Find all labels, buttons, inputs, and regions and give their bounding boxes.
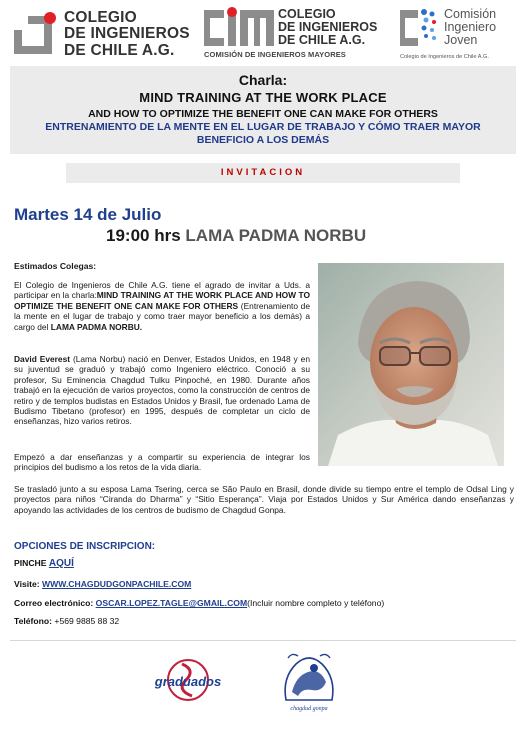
telefono-value: +569 9885 88 32 [54, 616, 120, 626]
greeting: Estimados Colegas: [14, 261, 97, 271]
footer-divider [10, 640, 516, 641]
correo-note: (Incluir nombre completo y teléfono) [247, 598, 385, 608]
comision-mayores-logo [204, 4, 394, 64]
talk-subtitle-es: ENTRENAMIENTO DE LA MENTE EN EL LUGAR DE TRABAJO Y CÓMO TRAER MAYOR BENEFICIO A LOS DEMÁS [45, 121, 481, 146]
telefono-line: Teléfono: +569 9885 88 32 [14, 616, 120, 626]
comision-mayores-subtitle: COMISIÓN DE INGENIEROS MAYORES [204, 50, 346, 59]
correo-line: Correo electrónico: OSCAR.LOPEZ.TAGLE@GMAIL.COM(Incluir nombre completo y teléfono) [14, 598, 385, 608]
event-time-speaker [106, 226, 366, 246]
pinche-line: PINCHE AQUÍ [14, 558, 74, 569]
event-time: 19:00 hrs [106, 226, 181, 245]
speaker-portrait-image [318, 263, 504, 466]
comision-joven-subtitle: Colegio de Ingenieros de Chile A.G. [400, 54, 489, 60]
teachings-paragraph: Empezó a dar enseñanzas y a compartir su experiencia de integrar los principios del budismo a los retos de la vida diaria. [14, 452, 310, 473]
event-speaker: LAMA PADMA NORBU [185, 226, 367, 245]
chagdud-gonpa-logo-text: chagdud gonpa [290, 706, 328, 712]
bio-paragraph: David Everest (Lama Norbu) nació en Denver, Estados Unidos, en 1948 y en su juventud se graduó y trabajó como Ingeniero eléctrico. Conoció a su profesor, Su Eminencia Chagdud Tulku Pinpoché, en 1980. Durante años trabajó en la ejecución de varios proyectos, como la construcción de centros de retiro y de templos budistas en Estados Unidos y Brasil, fue ordenado Lama de Budismo Tibetano (profesor) en 1995, después de completar un ciclo de enseñanzas, hizo varios retiros. [14, 354, 310, 427]
talk-subtitle-en: AND HOW TO OPTIMIZE THE BENEFIT ONE CAN MAKE FOR OTHERS [88, 108, 438, 120]
graduados-logo-text: graduados [154, 674, 222, 689]
email-link[interactable]: OSCAR.LOPEZ.TAGLE@GMAIL.COM [95, 598, 248, 608]
event-date: Martes 14 de Julio [14, 205, 162, 224]
graduados-emblem-icon [146, 656, 230, 704]
colegio-ingenieros-logo [10, 4, 200, 64]
title-band [10, 66, 516, 154]
colegio-emblem-icon [12, 8, 62, 58]
brazil-paragraph: Se trasladó junto a su esposa Lama Tsering, cerca se São Paulo en Brasil, donde divide su tiempo entre el templo de Odsal Ling y proyectos para niños “Ciranda do Dharma” y “Sitio Esperança”. Viaja por Estados Unidos y Sur América dando enseñanzas y apoyando las actividades de los centros de budismo de Chagdud Gonpa. [14, 484, 514, 515]
colegio-logo-text: COLEGIO DE INGENIEROS DE CHILE A.G. [64, 9, 190, 59]
charla-label: Charla: [238, 72, 288, 88]
intro-paragraph: El Colegio de Ingenieros de Chile A.G. tiene el agrado de invitar a Uds. a participar en la charla:MIND TRAINING AT THE WORK PLACE AND HOW TO OPTIMIZE THE BENEFIT ONE CAN MAKE FOR OTHERS (Entrenamiento de la mente en el lugar de trabajo y como traer mayor beneficio a los demás) a cargo del LAMA PADMA NORBU. [14, 280, 310, 332]
joven-dots-icon [400, 6, 440, 50]
invitacion-banner: INVITACION [66, 163, 460, 183]
comision-joven-logo [400, 4, 516, 64]
comision-joven-text: Comisión Ingeniero Joven [444, 7, 497, 48]
graduados-logo [146, 656, 230, 704]
visite-line: Visite: WWW.CHAGDUDGONPACHILE.COM [14, 579, 192, 589]
speaker-photo [318, 263, 504, 466]
header-logos [10, 4, 516, 64]
website-link[interactable]: WWW.CHAGDUDGONPACHILE.COM [42, 579, 192, 589]
inscripcion-heading: OPCIONES DE INSCRIPCION: [14, 541, 156, 552]
comision-mayores-text: COLEGIO DE INGENIEROS DE CHILE A.G. [278, 7, 378, 48]
chagdud-gonpa-logo [278, 648, 340, 716]
cim-emblem-icon [204, 6, 276, 50]
chagdud-gonpa-emblem-icon [278, 648, 340, 716]
talk-title: MIND TRAINING AT THE WORK PLACE [139, 90, 387, 105]
aqui-link[interactable]: AQUÍ [48, 558, 74, 569]
